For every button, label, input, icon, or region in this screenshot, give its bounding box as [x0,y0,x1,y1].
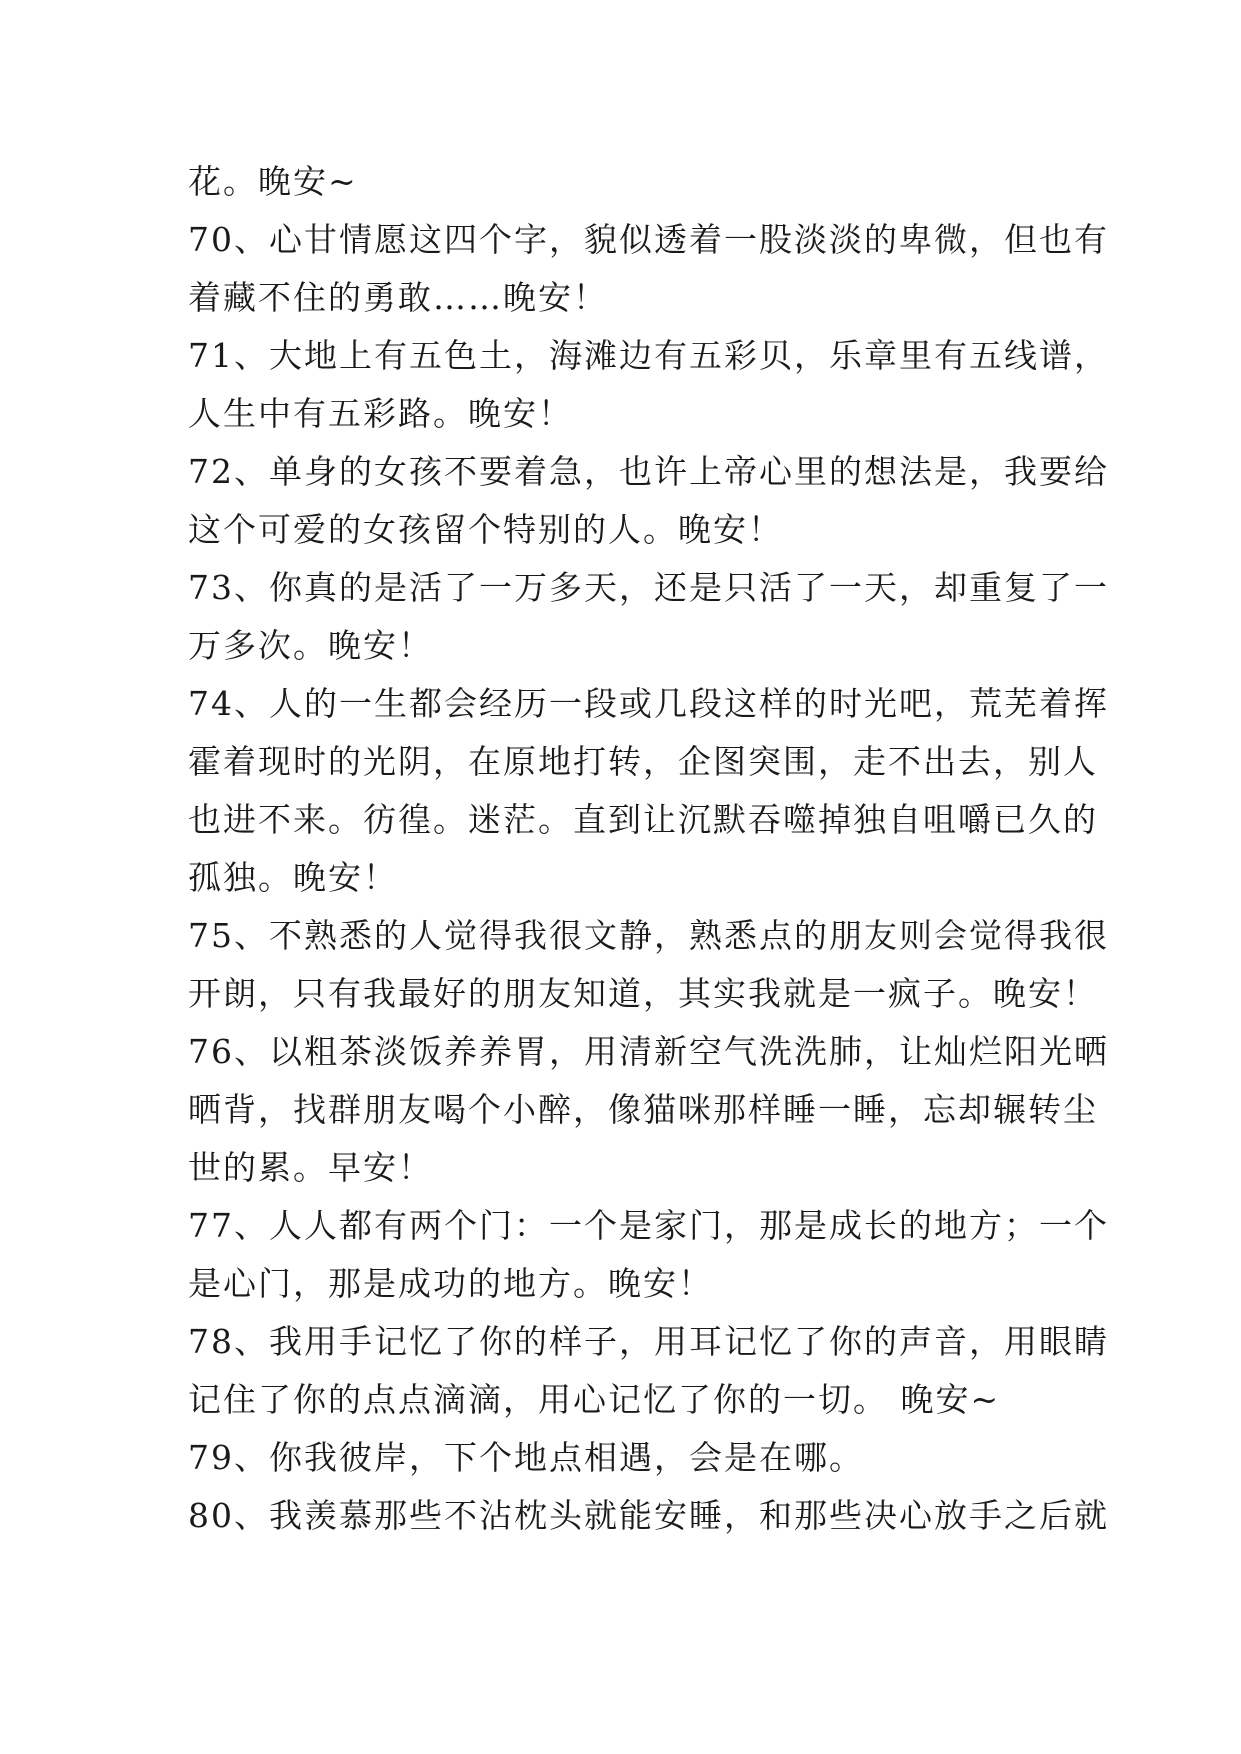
text-line: 75、不熟悉的人觉得我很文静，熟悉点的朋友则会觉得我很 [188,916,1109,955]
text-line: 80、我羡慕那些不沾枕头就能安睡，和那些决心放手之后就 [188,1496,1109,1535]
text-line: 是心门，那是成功的地方。晚安！ [188,1264,713,1303]
text-line: 74、人的一生都会经历一段或几段这样的时光吧，荒芜着挥 [188,684,1109,723]
text-line: 71、大地上有五色土，海滩边有五彩贝，乐章里有五线谱， [188,336,1109,375]
text-line: 79、你我彼岸，下个地点相遇，会是在哪。 [188,1438,864,1477]
text-line: 人生中有五彩路。晚安！ [188,394,573,433]
text-line: 这个可爱的女孩留个特别的人。晚安！ [188,510,783,549]
text-line: 77、人人都有两个门：一个是家门，那是成长的地方；一个 [188,1206,1109,1245]
text-line: 73、你真的是活了一万多天，还是只活了一天，却重复了一 [188,568,1109,607]
text-line: 72、单身的女孩不要着急，也许上帝心里的想法是，我要给 [188,452,1109,491]
text-line: 76、以粗茶淡饭养养胃，用清新空气洗洗肺，让灿烂阳光晒 [188,1032,1109,1071]
text-line: 78、我用手记忆了你的样子，用耳记忆了你的声音，用眼睛 [188,1322,1109,1361]
text-line: 晒背，找群朋友喝个小醉，像猫咪那样睡一睡，忘却辗转尘 [188,1090,1098,1129]
text-line: 70、心甘情愿这四个字，貌似透着一股淡淡的卑微，但也有 [188,220,1109,259]
text-line: 霍着现时的光阴，在原地打转，企图突围，走不出去，别人 [188,742,1098,781]
text-line: 记住了你的点点滴滴，用心记忆了你的一切。 晚安~ [188,1380,1001,1419]
body-text [188,153,1109,1545]
text-line: 也进不来。彷徨。迷茫。直到让沉默吞噬掉独自咀嚼已久的 [188,800,1098,839]
text-line: 花。晚安~ [188,162,358,201]
text-line: 世的累。早安！ [188,1148,433,1187]
text-line: 着藏不住的勇敢……晚安！ [188,278,608,317]
text-line: 万多次。晚安！ [188,626,433,665]
text-line: 开朗，只有我最好的朋友知道，其实我就是一疯子。晚安！ [188,974,1098,1013]
text-line: 孤独。晚安！ [188,858,398,897]
